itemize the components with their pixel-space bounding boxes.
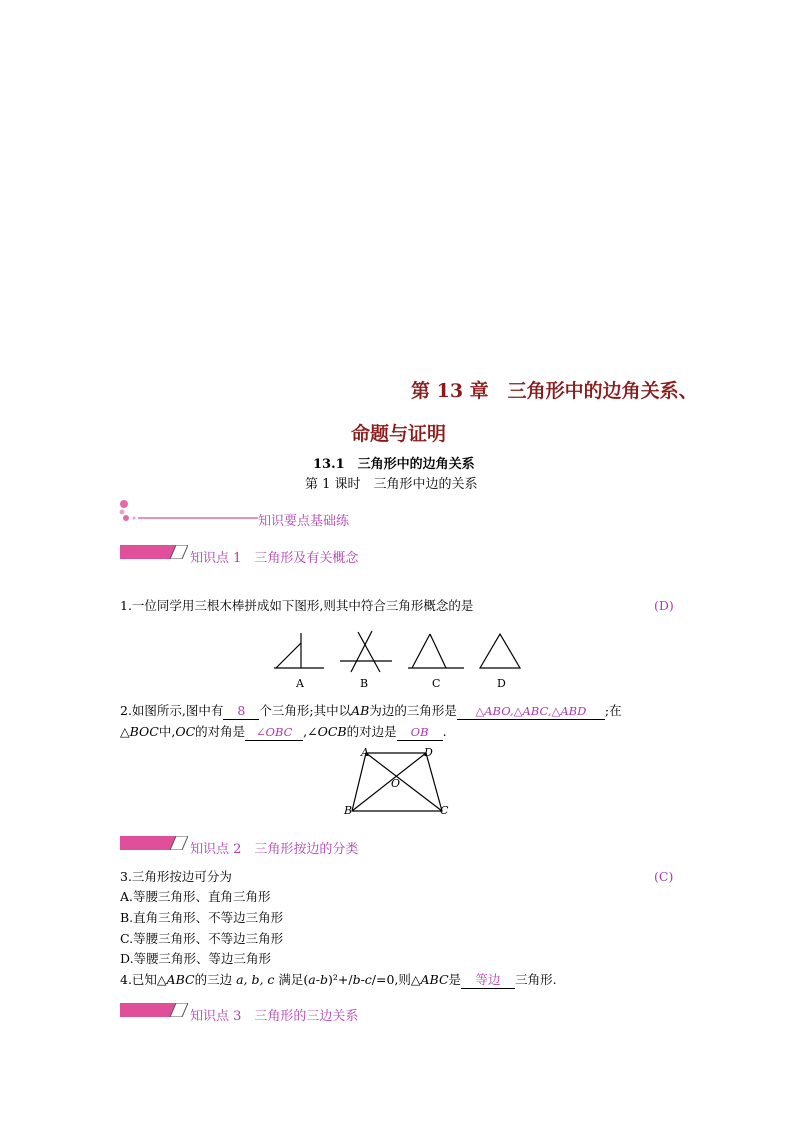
q4-expr2: b-c: [352, 972, 372, 987]
q1-answer: (D): [654, 598, 674, 613]
q2-line2: [120, 724, 447, 741]
q4-p1: 4.已知△: [120, 972, 167, 987]
knowledge-point-2: 知识点 2 三角形按边的分类: [190, 842, 359, 857]
q2-answer-count: 8: [223, 703, 259, 720]
q2-mid5: 的对角是: [195, 724, 246, 739]
q3-option-c: C.等腰三角形、不等边三角形: [120, 931, 284, 946]
q2-mid2: 为边的三角形是: [369, 703, 457, 718]
kp2-bar-icon: [120, 836, 188, 850]
q4-abc: ABC: [166, 972, 195, 987]
q2-label-c: C: [440, 804, 449, 817]
q1-figure-b: [340, 631, 392, 672]
kp3-bar-icon: [120, 1003, 188, 1017]
q3-option-a: A.等腰三角形、直角三角形: [120, 889, 271, 904]
chapter-title-line1: 第 13 章 三角形中的边角关系、: [411, 380, 698, 402]
banner-decoration: [116, 498, 261, 526]
q1-figure-c: [408, 634, 464, 668]
q2-mid3: ;在: [604, 703, 622, 718]
q2-boc: △BOC: [120, 724, 159, 739]
q1-option-b: B: [360, 677, 369, 690]
kp1-bar-icon: [120, 545, 188, 559]
q2-end: .: [442, 724, 447, 739]
q1-text: 1.一位同学用三根木棒拼成如下图形,则其中符合三角形概念的是: [120, 598, 474, 613]
q2-line1: [120, 703, 622, 720]
q3-option-d: D.等腰三角形、等边三角形: [120, 951, 272, 966]
q4-p3: 满足(: [278, 972, 309, 987]
q4-p6: 是: [448, 972, 462, 987]
q3-text: 3.三角形按边可分为: [120, 869, 232, 884]
q4-vars: a, b, c: [236, 972, 275, 987]
q3-answer: (C): [654, 869, 674, 884]
q2-mid7: 的对边是: [346, 724, 397, 739]
q2-mid1: 个三角形;其中以: [259, 703, 352, 718]
banner-label: 知识要点基础练: [258, 514, 350, 529]
lesson-title: 第 1 课时 三角形中边的关系: [305, 477, 478, 492]
section-title: 13.1 三角形中的边角关系: [313, 457, 475, 472]
q4-p4: )²+/: [327, 972, 353, 987]
q1-figure-d: [480, 634, 520, 668]
q4-text: [120, 972, 557, 989]
q4-p2: 的三边: [194, 972, 233, 987]
q1-figures: [268, 628, 528, 692]
q4-abc2: ABC: [420, 972, 449, 987]
chapter-title-line2: 命题与证明: [351, 423, 447, 445]
q2-answer-triangles: △ABO,△ABC,△ABD: [457, 703, 605, 720]
q2-mid4: 中,: [158, 724, 176, 739]
q1-figure-a: [274, 633, 324, 668]
q1-option-a: A: [296, 677, 304, 690]
q2-oc: OC: [175, 724, 196, 739]
q4-answer: 等边: [461, 972, 515, 989]
q2-answer-side: OB: [397, 724, 443, 741]
q3-option-b: B.直角三角形、不等边三角形: [120, 910, 284, 925]
q2-label-b: B: [344, 804, 353, 817]
q4-expr1: a-b: [308, 972, 328, 987]
q2-label-o: O: [391, 777, 401, 790]
q2-label-d: D: [424, 746, 433, 759]
knowledge-point-1: 知识点 1 三角形及有关概念: [190, 551, 359, 566]
q2-answer-angle: ∠OBC: [245, 724, 303, 741]
knowledge-point-3: 知识点 3 三角形的三边关系: [190, 1009, 359, 1024]
q1-option-d: D: [497, 677, 506, 690]
q2-ab: AB: [351, 703, 370, 718]
q1-option-c: C: [432, 677, 441, 690]
q4-p7: 三角形.: [515, 972, 557, 987]
q2-mid6: ,∠: [303, 724, 318, 739]
q2-prefix: 2.如图所示,图中有: [120, 703, 224, 718]
q4-p5: /=0,则△: [371, 972, 421, 987]
q2-ocb: OCB: [317, 724, 347, 739]
q2-label-a: A: [361, 746, 369, 759]
